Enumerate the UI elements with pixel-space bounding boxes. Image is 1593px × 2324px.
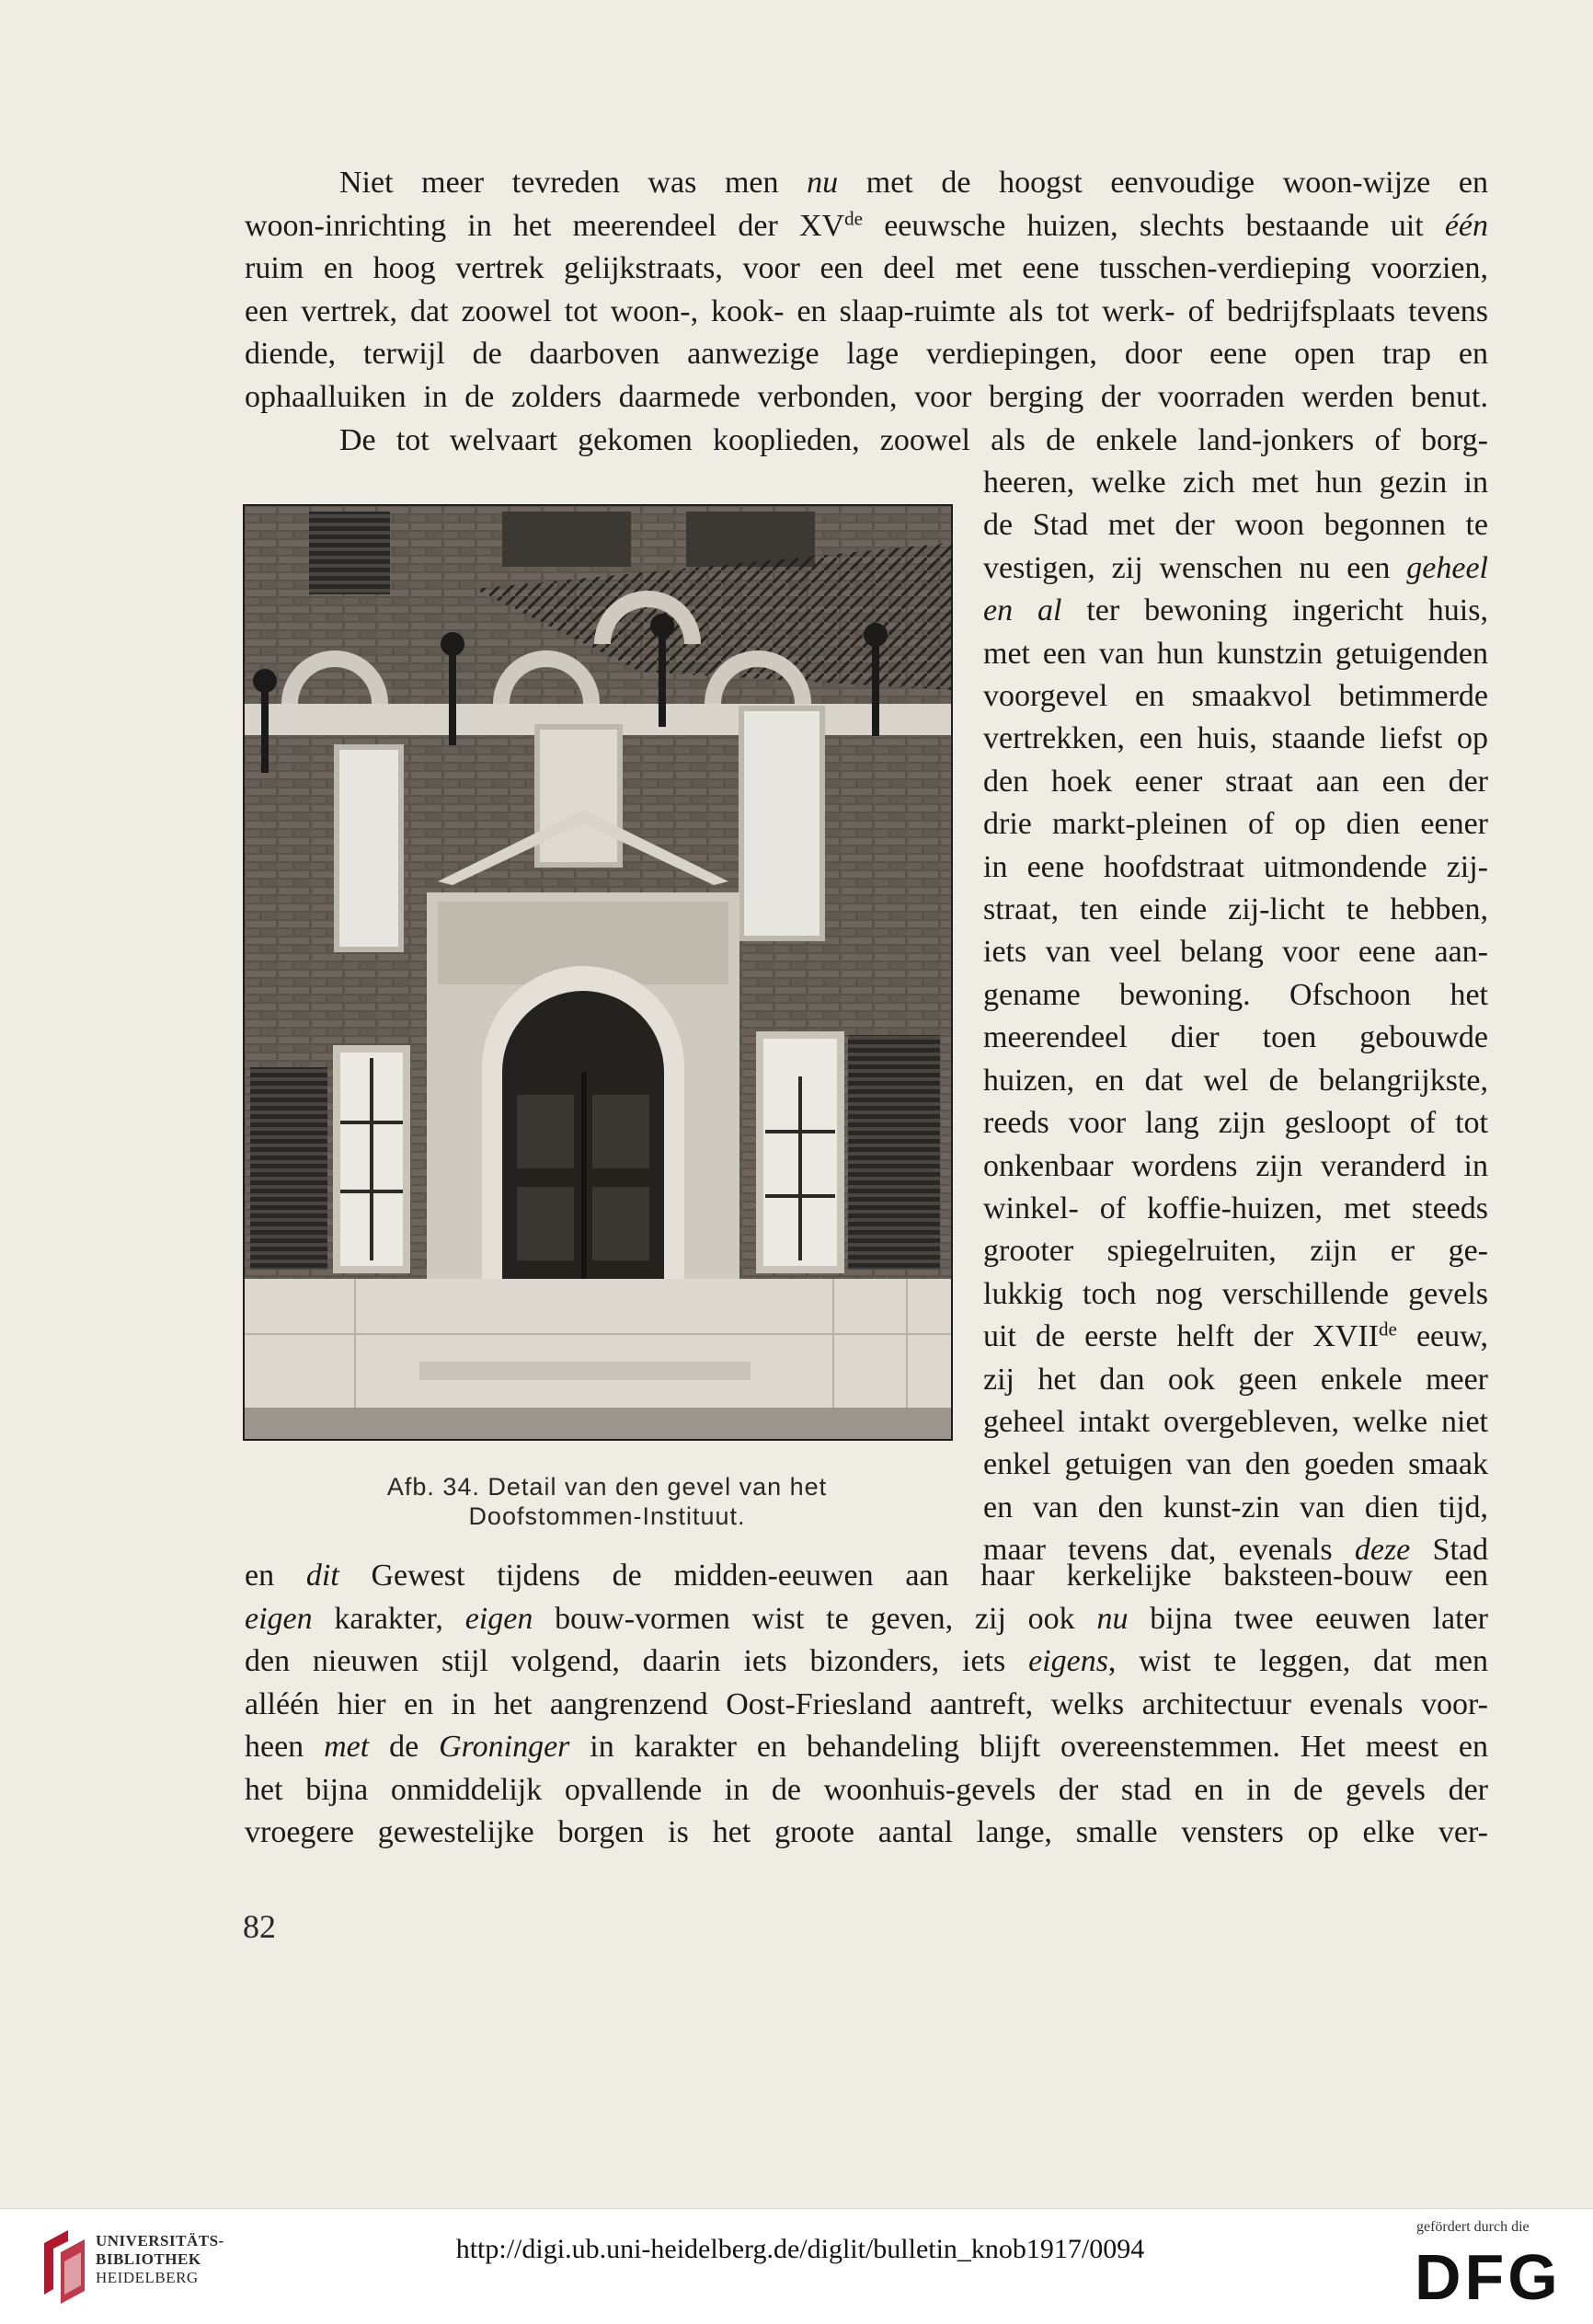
text-line: onkenbaar wordens zijn veranderd in xyxy=(983,1148,1488,1183)
text-line: voorgevel en smaakvol betimmerde xyxy=(983,679,1488,714)
text-run-italic: en al xyxy=(983,593,1062,628)
text-line: diende, terwijl de daarboven aanwezige lage verdiepingen, door eene open trap en xyxy=(245,337,1488,371)
text-line: lukkig toch nog verschillende gevels xyxy=(983,1276,1488,1311)
text-run-italic: dit xyxy=(305,1559,339,1593)
text-line: reeds voor lang zijn gesloopt of tot xyxy=(983,1106,1488,1141)
library-name-line: HEIDELBERG xyxy=(96,2269,199,2286)
paragraph-2-start xyxy=(245,420,1488,463)
text-run-italic: geheel xyxy=(1406,550,1488,585)
text-line: vroegere gewestelijke borgen is het groote aantal lange, smalle vensters op elke ver- xyxy=(245,1815,1488,1849)
text-run: en xyxy=(245,1559,306,1593)
text-run: vestigen, zij wenschen nu een xyxy=(983,550,1407,585)
text-run-italic: eigen xyxy=(464,1601,533,1636)
text-run: den nieuwen stijl volgend, daarin iets bizonders, iets xyxy=(245,1644,1029,1678)
text-run-italic: nu xyxy=(807,166,839,200)
caption-line: Afb. 34. Detail van den gevel van het xyxy=(386,1473,828,1501)
text-run-italic: eigen xyxy=(245,1601,313,1636)
text-line: ruim en hoog vertrek gelijkstraats, voor een deel met eene tusschen-verdieping voorzien, xyxy=(245,251,1488,285)
library-name-line: UNIVERSITÄTS- xyxy=(96,2232,224,2249)
text-line: in eene hoofdstraat uitmondende zij- xyxy=(983,849,1488,884)
text-line: drie markt-pleinen of op dien eener xyxy=(983,807,1488,842)
text-run: uit de eerste helft der XVII xyxy=(983,1319,1379,1354)
superscript: de xyxy=(844,206,864,229)
university-library-logo-icon xyxy=(37,2225,92,2306)
text-line: grooter spiegelruiten, zijn er ge- xyxy=(983,1234,1488,1269)
superscript: de xyxy=(1379,1317,1397,1340)
text-run: eeuwsche huizen, slechts bestaande uit xyxy=(863,208,1445,243)
text-run: Niet meer tevreden was men xyxy=(339,166,808,200)
text-run: woon-inrichting in het meerendeel der XV xyxy=(245,208,845,243)
text-line: een vertrek, dat zoowel tot woon-, kook- en slaap-ruimte als tot werk- of bedrijfsplaats tevens xyxy=(245,293,1488,328)
text-line: gename bewoning. Ofschoon het xyxy=(983,977,1488,1012)
text-run: in karakter en behandeling blijft overeenstemmen. Het meest en xyxy=(569,1730,1489,1764)
text-line: straat, ten einde zij-licht te hebben, xyxy=(983,892,1488,927)
facade-illustration xyxy=(245,506,951,1439)
text-line: meerendeel dier toen gebouwde xyxy=(983,1020,1488,1055)
text-line: winkel- of koffie-huizen, met steeds xyxy=(983,1191,1488,1225)
text-line: huizen, en dat wel de belangrijkste, xyxy=(983,1063,1488,1098)
text-run: maar tevens dat, evenals xyxy=(983,1533,1355,1568)
text-line: De tot welvaart gekomen kooplieden, zoowel als de enkele land-jonkers of borg- xyxy=(339,423,1488,457)
text-run-italic: één xyxy=(1444,208,1489,243)
text-line: ophaalluiken in de zolders daarmede verbonden, voor berging der voorraden werden benut. xyxy=(245,379,1488,414)
text-line: de Stad met der woon begonnen te xyxy=(983,508,1488,543)
text-run: ter bewoning ingericht huis, xyxy=(1061,593,1488,628)
text-run: Stad xyxy=(1410,1533,1488,1568)
text-run-italic: Groninger xyxy=(439,1730,570,1764)
text-run: karakter, xyxy=(312,1601,465,1636)
text-run: eeuw, xyxy=(1396,1319,1488,1354)
funding-label: gefördert durch die xyxy=(1416,2219,1530,2235)
paragraph-1 xyxy=(245,162,1488,419)
text-line: iets van veel belang voor eene aan- xyxy=(983,935,1488,970)
text-line: alléén hier en in het aangrenzend Oost-Friesland aantreft, welks architectuur evenals voor- xyxy=(245,1686,1488,1721)
caption-line: Doofstommen-Instituut. xyxy=(468,1502,746,1530)
doorway-photograph xyxy=(243,504,953,1441)
text-line: zij het dan ook geen enkele meer xyxy=(983,1362,1488,1397)
text-run: bouw-vormen wist te geven, zij ook xyxy=(533,1601,1097,1636)
text-line: het bijna onmiddelijk opvallende in de woonhuis-gevels der stad en in de gevels der xyxy=(245,1772,1488,1807)
library-name-line: BIBLIOTHEK xyxy=(96,2250,201,2268)
text-run-italic: met xyxy=(324,1730,370,1764)
text-line: den hoek eener straat aan een der xyxy=(983,764,1488,799)
text-run: Gewest tijdens de midden-eeuwen aan haar kerkelijke baksteen-bouw een xyxy=(338,1559,1488,1593)
text-run-italic: nu xyxy=(1096,1601,1129,1636)
paragraph-2-end xyxy=(245,1555,1488,1855)
text-line: geheel intakt overgebleven, welke niet xyxy=(983,1404,1488,1439)
dfg-logo: DFG xyxy=(1415,2241,1562,2313)
text-run-italic: deze xyxy=(1354,1533,1411,1568)
text-line: en van den kunst-zin van dien tijd, xyxy=(983,1490,1488,1524)
text-run: de xyxy=(369,1730,440,1764)
page-number: 82 xyxy=(243,1908,276,1945)
text-run: heen xyxy=(245,1730,325,1764)
text-run-italic: eigens xyxy=(1028,1644,1108,1678)
footer-bar xyxy=(0,2208,1593,2324)
figure-caption xyxy=(276,1472,938,1531)
text-run: bijna twee eeuwen later xyxy=(1128,1601,1488,1636)
text-run: met de hoogst eenvoudige woon-wijze en xyxy=(838,166,1488,200)
library-name xyxy=(96,2232,224,2287)
text-line: met een van hun kunstzin getuigenden xyxy=(983,636,1488,671)
text-column-right xyxy=(983,462,1488,1572)
text-line: heeren, welke zich met hun gezin in xyxy=(983,466,1488,500)
permalink-url[interactable]: http://digi.ub.uni-heidelberg.de/diglit/bulletin_knob1917/0094 xyxy=(455,2234,1145,2264)
text-line: enkel getuigen van den goeden smaak xyxy=(983,1447,1488,1482)
text-run: , wist te leggen, dat men xyxy=(1107,1644,1489,1678)
text-line: vertrekken, een huis, staande liefst op xyxy=(983,721,1488,756)
